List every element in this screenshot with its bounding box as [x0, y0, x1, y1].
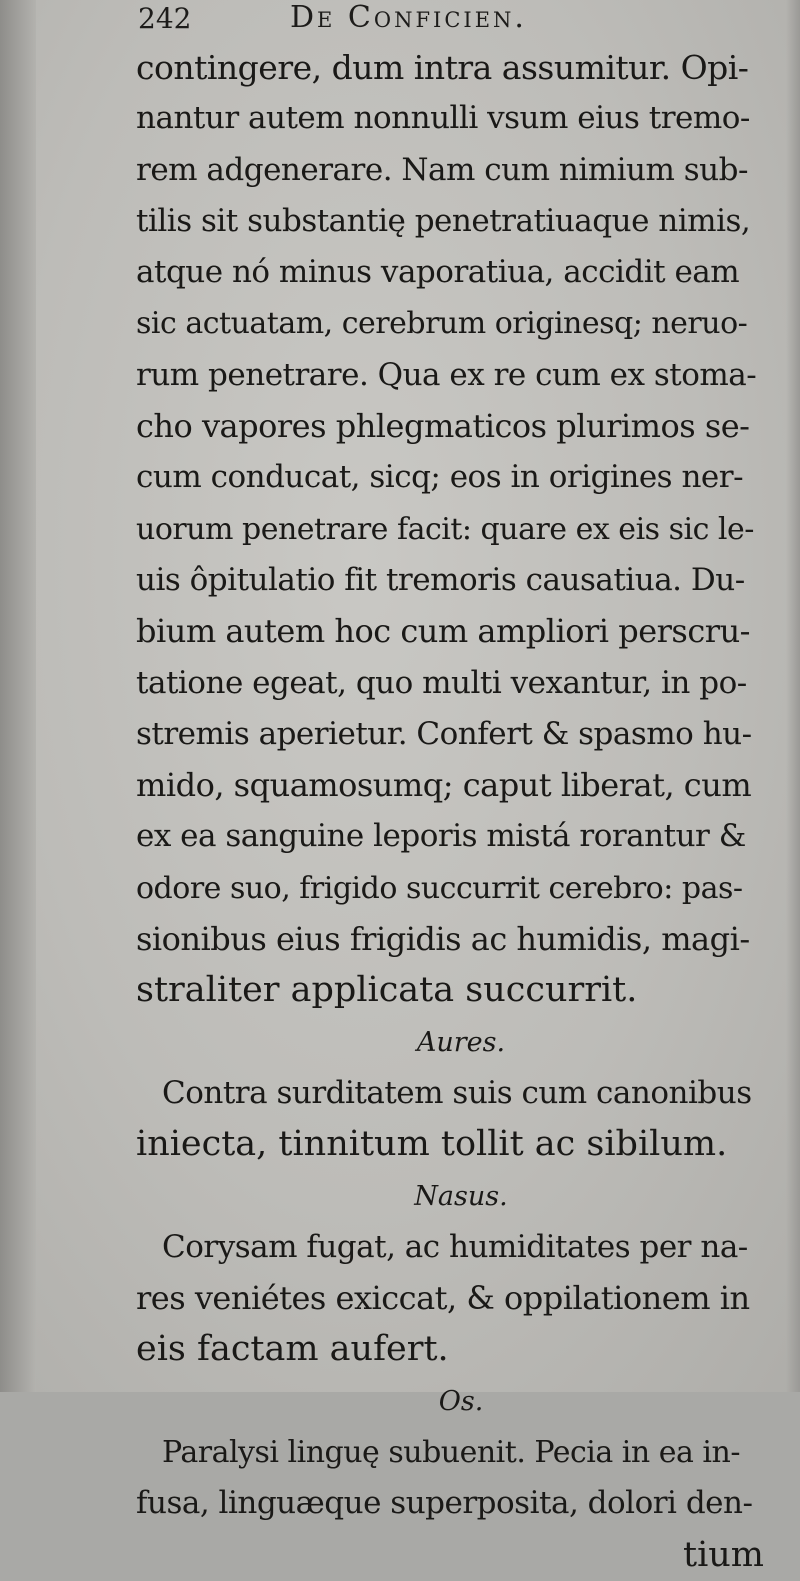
text-line: contingere, dum intra assumitur. Opi- — [136, 48, 749, 87]
text-line: Corysam fugat, ac humiditates per na- — [162, 1228, 748, 1265]
text-line: sionibus eius frigidis ac humidis, magi- — [136, 920, 750, 959]
text-line: stremis aperietur. Confert & spasmo hu- — [136, 715, 752, 752]
catchword: tium — [683, 1534, 764, 1575]
section-heading-os: Os. — [438, 1385, 484, 1417]
text-line: Contra surditatem suis cum canonibus — [162, 1074, 752, 1111]
text-line: mido, squamosumq; caput liberat, cum — [136, 766, 752, 805]
text-line: straliter applicata succurrit. — [136, 970, 638, 1011]
text-line: uorum penetrare facit: quare ex eis sic le- — [136, 511, 754, 547]
text-line: eis factam aufert. — [136, 1329, 449, 1370]
page-gutter-shadow — [0, 0, 36, 1392]
text-line: nantur autem nonnulli vsum eius tremo- — [136, 100, 750, 137]
text-line: fusa, linguæque superposita, dolori den- — [136, 1485, 753, 1522]
section-heading-nasus: Nasus. — [414, 1180, 508, 1212]
text-line: rum penetrare. Qua ex re cum ex stoma- — [136, 356, 757, 393]
page-header — [130, 0, 750, 40]
text-line: uis ôpitulatio fit tremoris causatiua. Du- — [136, 561, 745, 598]
text-line: atque nó minus vaporatiua, accidit eam — [136, 254, 740, 291]
text-line: res veniétes exiccat, & oppilationem in — [136, 1279, 750, 1318]
text-line: cho vapores phlegmaticos plurimos se- — [136, 407, 750, 446]
text-line: cum conducat, sicq; eos in origines ner- — [136, 459, 744, 496]
text-line: ex ea sanguine leporis mistá rorantur & — [136, 818, 746, 855]
main-text — [136, 42, 776, 1581]
text-line: odore suo, frigido succurrit cerebro: pas- — [136, 870, 743, 906]
page-number: 242 — [138, 2, 192, 35]
running-head: De Conficien. — [290, 0, 527, 35]
text-line: tilis sit substantię penetratiuaque nimis, — [136, 202, 751, 239]
text-line: Paralysi linguę subuenit. Pecia in ea in- — [162, 1435, 740, 1471]
text-line: tatione egeat, quo multi vexantur, in po- — [136, 664, 747, 701]
page-edge-shadow — [786, 0, 800, 1392]
text-line: rem adgenerare. Nam cum nimium sub- — [136, 151, 748, 188]
text-line: iniecta, tinnitum tollit ac sibilum. — [136, 1124, 728, 1165]
text-line: sic actuatam, cerebrum originesq; neruo- — [136, 306, 748, 342]
text-line: bium autem hoc cum ampliori perscru- — [136, 612, 750, 651]
section-heading-aures: Aures. — [416, 1026, 506, 1058]
